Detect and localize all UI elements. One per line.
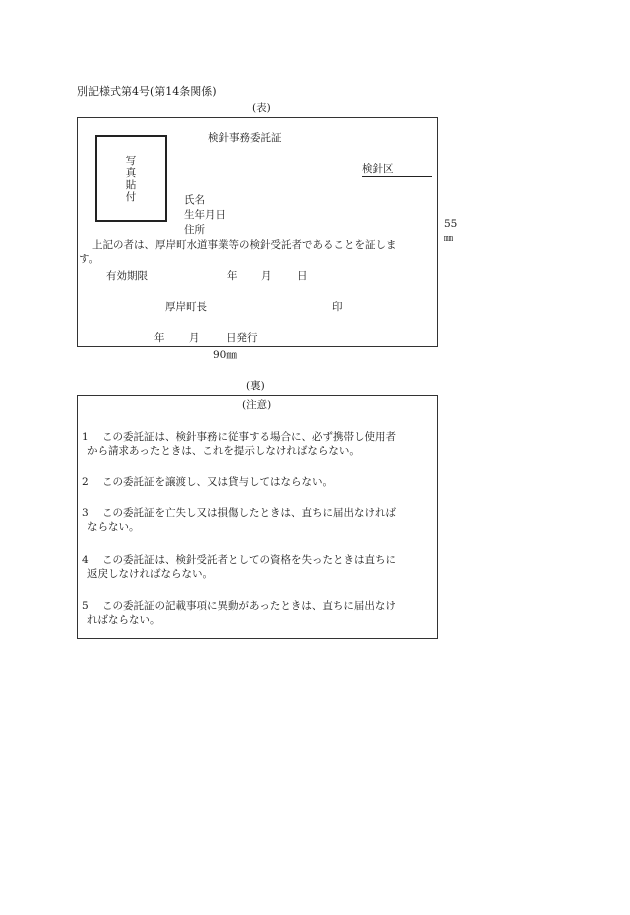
note-text: この委託証は、検針事務に従事する場合に、必ず携帯し使用者: [102, 431, 396, 443]
width-dimension: 90㎜: [213, 349, 237, 361]
photo-char: 写: [125, 155, 137, 167]
notes-title: (注意): [242, 399, 272, 411]
note-text: この委託証の記載事項に異動があったときは、直ちに届出なけ: [102, 600, 396, 612]
validity-month: 月: [261, 270, 272, 282]
certification-line-2: す。: [79, 253, 100, 265]
seal-label: 印: [332, 301, 343, 313]
note-text: この委託証を譲渡し、又は貸与してはならない。: [102, 476, 333, 488]
photo-placeholder: [95, 135, 167, 222]
front-heading: (表): [252, 102, 271, 114]
validity-day: 日: [297, 270, 308, 282]
note-number: 4: [82, 554, 89, 566]
form-label: 別記様式第4号(第14条関係): [77, 85, 217, 98]
note-text-cont: 返戻しなければならない。: [87, 568, 213, 580]
birthdate-label: 生年月日: [184, 209, 226, 221]
address-label: 住所: [184, 224, 205, 236]
note-text: この委託証は、検針受託者としての資格を失ったときは直ちに: [102, 554, 396, 566]
district-field: [362, 164, 432, 177]
validity-label: 有効期限: [106, 270, 148, 282]
note-text-cont: ならない。: [87, 521, 140, 533]
note-text: この委託証を亡失し又は損傷したときは、直ちに届出なければ: [102, 507, 396, 519]
photo-char: 真: [125, 167, 137, 179]
front-card: [77, 117, 438, 347]
photo-label: [97, 155, 165, 203]
district-label: 検針区: [362, 164, 432, 177]
note-text-cont: ればならない。: [87, 614, 161, 626]
certification-line-1: 上記の者は、厚岸町水道事業等の検針受託者であることを証しま: [92, 239, 397, 251]
note-number: 3: [82, 507, 89, 519]
name-label: 氏名: [184, 194, 205, 206]
issue-day: 日発行: [226, 332, 258, 344]
height-dimension-value: 55: [444, 218, 458, 230]
back-heading: (裏): [246, 380, 265, 392]
card-title: 検針事務委託証: [208, 132, 282, 144]
height-dimension-unit: ㎜: [444, 234, 454, 244]
mayor-label: 厚岸町長: [165, 301, 207, 313]
back-card: [77, 395, 438, 639]
note-text-cont: から請求あったときは、これを提示しなければならない。: [87, 445, 360, 457]
issue-year: 年: [154, 332, 165, 344]
photo-char: 貼: [125, 179, 137, 191]
note-number: 2: [82, 476, 89, 488]
photo-char: 付: [125, 191, 137, 203]
note-number: 5: [82, 600, 89, 612]
issue-month: 月: [189, 332, 200, 344]
validity-year: 年: [227, 270, 238, 282]
note-number: 1: [82, 431, 89, 443]
